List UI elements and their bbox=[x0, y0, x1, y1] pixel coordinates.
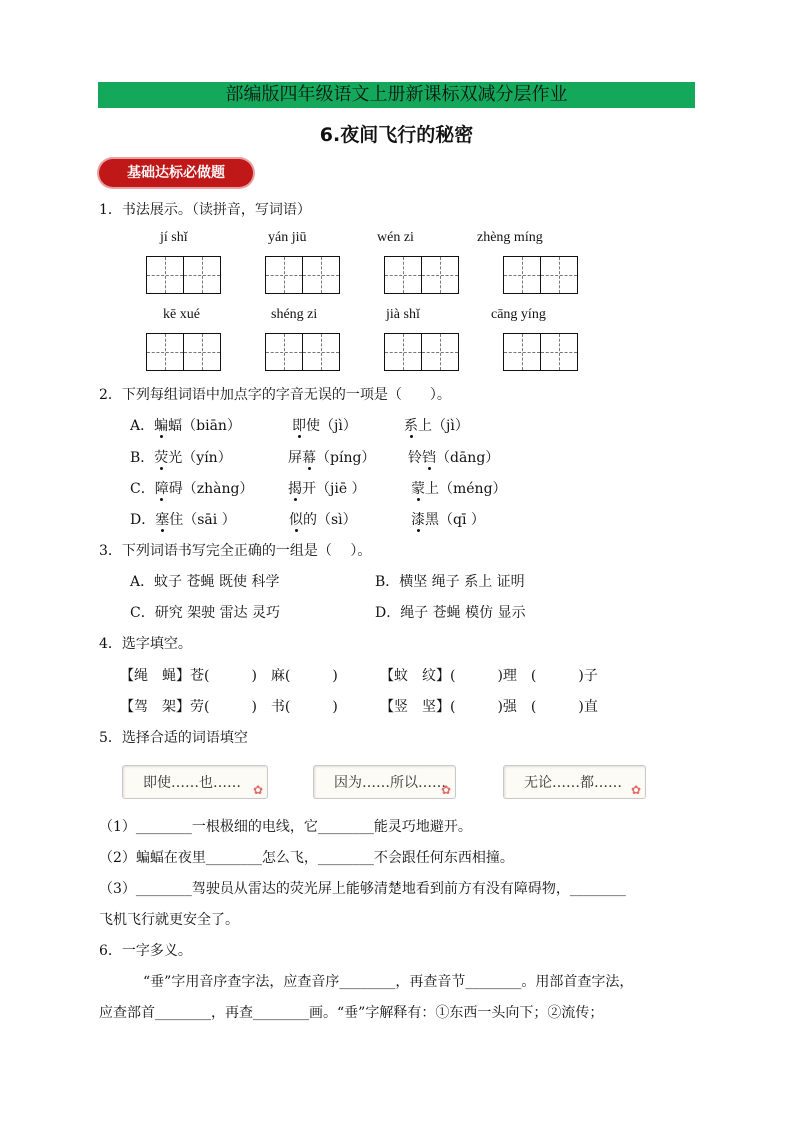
phrase-box-label: 无论……都…… bbox=[524, 775, 622, 791]
series-banner: 部编版四年级语文上册新课标双减分层作业 bbox=[98, 82, 695, 108]
q3-prompt: 3．下列词语书写完全正确的一组是（ ）。 bbox=[99, 543, 372, 559]
q5-prompt: 5．选择合适的词语填空 bbox=[99, 730, 248, 746]
writing-grid-2[interactable] bbox=[266, 256, 340, 294]
q5-sentence-1[interactable]: （1）________一根极细的电线，它________能灵巧地避开。 bbox=[99, 819, 472, 835]
q3-option-a[interactable]: A．蚊子 苍蝇 既使 科学 bbox=[130, 574, 280, 590]
q2-option-c[interactable]: C．障碍（zhàng） bbox=[130, 481, 254, 497]
flower-icon: ✿ bbox=[630, 783, 641, 797]
q3-option-c[interactable]: C．研究 架驶 雷达 灵巧 bbox=[130, 605, 281, 621]
q2-option-a[interactable]: A．蝙蝠（biān） bbox=[130, 418, 241, 434]
section-pill: 基础达标必做题 bbox=[99, 159, 253, 187]
flower-icon: ✿ bbox=[252, 783, 263, 797]
writing-grid-6[interactable] bbox=[266, 333, 340, 371]
q2-option-c-word2: 揭开（jiē ） bbox=[288, 481, 366, 497]
pinyin-6: shéng zi bbox=[271, 307, 318, 322]
q5-sentence-2[interactable]: （2）蝙蝠在夜里________怎么飞，________不会跟任何东西相撞。 bbox=[99, 850, 514, 866]
pinyin-1: jí shǐ bbox=[160, 230, 188, 245]
writing-grid-1[interactable] bbox=[147, 256, 221, 294]
lesson-title: 6.夜间飞行的秘密 bbox=[319, 124, 474, 146]
pinyin-7: jià shǐ bbox=[386, 307, 420, 322]
pinyin-2: yán jiū bbox=[268, 230, 307, 245]
q2-option-d[interactable]: D．塞住（sāi ） bbox=[130, 512, 236, 528]
writing-grid-8[interactable] bbox=[504, 333, 578, 371]
writing-grid-7[interactable] bbox=[385, 333, 459, 371]
q5-sentence-3[interactable]: （3）________驾驶员从雷达的荧光屏上能够清楚地看到前方有没有障碍物，________ bbox=[99, 881, 626, 897]
q4-prompt: 4．选字填空。 bbox=[99, 636, 192, 652]
q4-row2-left[interactable]: 【驾 架】劳( ) 书( ) bbox=[120, 699, 338, 715]
writing-grid-3[interactable] bbox=[385, 256, 459, 294]
q2-option-b-word2: 屏幕（píng） bbox=[288, 450, 376, 466]
pinyin-8: cāng yíng bbox=[491, 307, 546, 322]
q2-option-b[interactable]: B．荧光（yín） bbox=[130, 450, 232, 466]
q1-prompt: 1．书法展示。（读拼音，写词语） bbox=[99, 202, 311, 218]
q4-row2-right[interactable]: 【竖 坚】( )强 ( )直 bbox=[380, 699, 598, 715]
q2-option-a-word2: 即使（jì） bbox=[292, 418, 357, 434]
writing-grid-4[interactable] bbox=[504, 256, 578, 294]
q6-prompt: 6．一字多义。 bbox=[99, 943, 192, 959]
q3-option-d[interactable]: D．绳子 苍蝇 模仿 显示 bbox=[375, 605, 526, 621]
flower-icon: ✿ bbox=[440, 783, 451, 797]
q2-option-d-word2: 似的（sì） bbox=[289, 512, 357, 528]
q2-option-b-word3: 铃铛（dāng） bbox=[408, 450, 500, 466]
q2-option-d-word3: 漆黑（qī ） bbox=[411, 512, 485, 528]
phrase-box-3 bbox=[503, 765, 646, 799]
phrase-box-label: 因为……所以…… bbox=[334, 775, 446, 791]
pinyin-4: zhèng míng bbox=[477, 230, 543, 245]
phrase-box-1 bbox=[122, 765, 268, 799]
phrase-box-label: 即使……也…… bbox=[143, 775, 241, 791]
q6-line-1[interactable]: “垂”字用音序查字法，应查音序________，再查音节________。用部首查字法， bbox=[143, 974, 634, 990]
q4-row1-right[interactable]: 【蚊 纹】( )理 ( )子 bbox=[380, 668, 598, 684]
q6-line-2[interactable]: 应查部首________，再查________画。“垂”字解释有：①东西一头向下；②流传； bbox=[99, 1005, 604, 1021]
q3-option-b[interactable]: B．横坚 绳子 系上 证明 bbox=[375, 574, 525, 590]
q4-row1-left[interactable]: 【绳 蝇】苍( ) 麻( ) bbox=[120, 668, 338, 684]
q5-sentence-3-cont: 飞机飞行就更安全了。 bbox=[99, 912, 239, 928]
writing-grid-5[interactable] bbox=[147, 333, 221, 371]
q2-option-c-word3: 蒙上（méng） bbox=[411, 481, 507, 497]
phrase-box-2 bbox=[313, 765, 456, 799]
q2-prompt: 2．下列每组词语中加点字的字音无误的一项是（ ）。 bbox=[99, 387, 451, 403]
q2-option-a-word3: 系上（jì） bbox=[404, 418, 469, 434]
pinyin-5: kē xué bbox=[163, 307, 200, 322]
pinyin-3: wén zi bbox=[377, 230, 414, 245]
